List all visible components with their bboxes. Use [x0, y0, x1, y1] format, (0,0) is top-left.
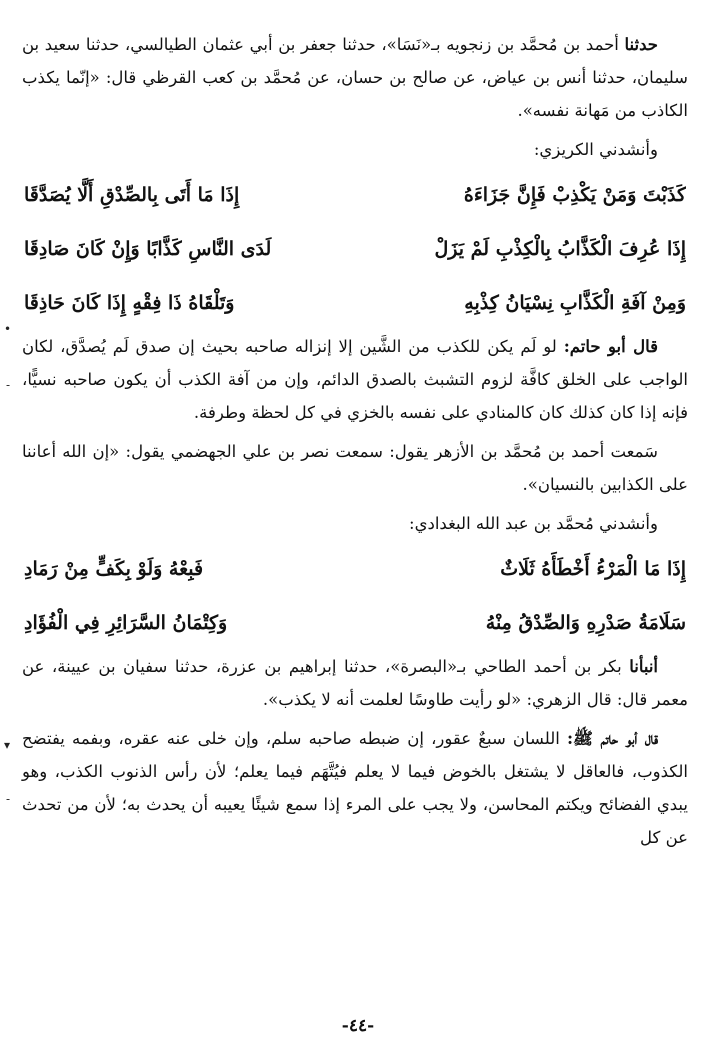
- paragraph-hadith-2: سَمعت أحمد بن مُحمَّد بن الأزهر يقول: سمعت نصر بن علي الجهضمي يقول: «إن الله أعاننا على الكذابين بالنسيان».: [22, 442, 688, 494]
- poem-1: [22, 168, 688, 330]
- paragraph-text: أحمد بن مُحمَّد بن زنجويه بـ«نَسَا»، حدثنا جعفر بن أبي عثمان الطيالسي، حدثنا سعيد بن سليمان، حدثنا أنس بن عياض، عن صالح بن حسان، عن مُحمَّد بن كعب القرظي قال: «إنّما يكذب الكاذب من مَهانة نفسه».: [22, 35, 688, 120]
- verse-intro-2: وأنشدني مُحمَّد بن عبد الله البغدادي:: [409, 514, 658, 533]
- verse-first-hemistich: سَلَامَةُ صَدْرِهِ وَالصِّدْقُ مِنْهُ: [485, 612, 686, 634]
- verse-second-hemistich: وَتَلْقَاهُ ذَا فِقْهٍ إِذَا كَانَ حَاذِقَا: [24, 292, 235, 314]
- page-number: -٤٤-: [341, 1016, 375, 1036]
- paragraph-text: لو لَم يكن للكذب من الشَّين إلا إنزاله صاحبه بحيث إن صدق لَم يُصدَّق، لكان الواجب على الخلق كافَّة لزوم التشبث بالصدق الدائم، وإن من آفة الكذب أن يكون صاحبه نسيًّا، فإنه إذا كان كذلك كان كالمنادي على نفسه بالخزي في كل لحظة وطرفة.: [22, 337, 688, 422]
- lead-word: قال أبو حاتم:: [563, 337, 659, 356]
- verse-line: [22, 168, 688, 222]
- paragraph-text: اللسان سبعٌ عقور، إن ضبطه صاحبه سلم، وإن خلى عنه عقره، وبفمه يفتضح الكذوب، فالعاقل لا يشتغل بالخوض فيما لا يعلم فيُتَّهَم فيما يعلم؛ لأن رأس الذنوب الكذب، وهو يبدي الفضائح ويكتم المحاسن، ولا يجب على المرء إذا سمع شيئًا يعيبه أن يحدث به؛ لأن من تحدث عن كل: [22, 729, 688, 847]
- margin-mark: •: [4, 322, 12, 336]
- lead-word: قال أبو حاتم ﷺ:: [566, 729, 658, 748]
- verse-first-hemistich: إِذَا مَا الْمَرْءُ أَخْطَأَهُ ثَلَاثٌ: [500, 558, 686, 580]
- verse-line: [22, 276, 688, 330]
- page-body: [22, 28, 688, 860]
- lead-word: حدثنا: [624, 35, 658, 54]
- paragraph-text: بكر بن أحمد الطاحي بـ«البصرة»، حدثنا إبراهيم بن عزرة، حدثنا سفيان بن عيينة، عن معمر قال: قال الزهري: «لو رأيت طاوسًا لعلمت أنه لا يكذب».: [22, 657, 688, 709]
- verse-second-hemistich: إِذَا مَا أَتَى بِالصِّدْقِ أَلَّا يُصَدَّقَا: [24, 184, 240, 206]
- poem-2: [22, 542, 688, 650]
- verse-first-hemistich: كَذَبْتَ وَمَنْ يَكْذِبْ فَإِنَّ جَزَاءَهُ: [463, 184, 686, 206]
- margin-mark: -: [6, 792, 11, 806]
- lead-word: أنبأنا: [629, 657, 659, 676]
- verse-intro-1: وأنشدني الكريزي:: [533, 140, 658, 159]
- paragraph-hadith-1: [22, 28, 688, 127]
- verse-line: [22, 222, 688, 276]
- verse-first-hemistich: إِذَا عُرِفَ الْكَذَّابُ بِالْكِذْبِ لَمْ يَزَلْ: [434, 238, 686, 260]
- margin-mark: ▾: [4, 738, 11, 752]
- verse-second-hemistich: لَدَى النَّاسِ كَذَّابًا وَإِنْ كَانَ صَادِقَا: [24, 238, 272, 260]
- margin-mark: -: [6, 378, 11, 392]
- paragraph-abu-hatim-1: [22, 330, 688, 429]
- verse-line: [22, 596, 688, 650]
- paragraph-abu-hatim-2: [22, 722, 688, 854]
- verse-line: [22, 542, 688, 596]
- paragraph-hadith-3: [22, 650, 688, 716]
- verse-second-hemistich: فَبِعْهُ وَلَوْ بِكَفٍّ مِنْ رَمَادِ: [24, 558, 204, 580]
- verse-first-hemistich: وَمِنْ آفَةِ الْكَذَّابِ نِسْيَانُ كِذْبِهِ: [464, 292, 686, 314]
- verse-second-hemistich: وَكِتْمَانُ السَّرَائِرِ فِي الْفُؤَادِ: [24, 612, 228, 634]
